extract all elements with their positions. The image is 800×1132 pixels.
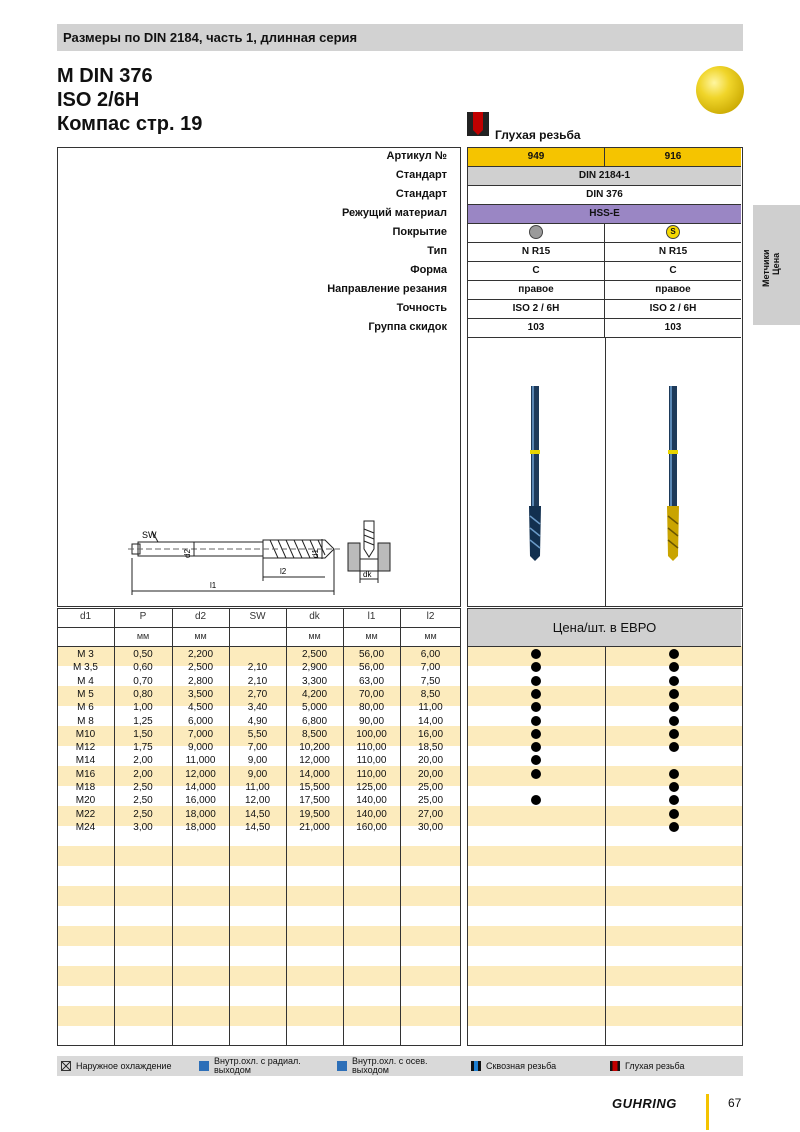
table-cell: 0,70 (133, 675, 153, 687)
property-label: Тип (427, 245, 447, 257)
table-cell: 110,00 (356, 768, 387, 780)
standard-din-2184: DIN 2184-1 (468, 167, 741, 186)
table-cell: M 3 (77, 649, 94, 660)
s-coating-icon: S (666, 225, 680, 239)
availability-dot[interactable] (669, 822, 679, 832)
table-cell: 110,00 (356, 755, 387, 767)
table-cell: 0,60 (133, 662, 153, 674)
table-cell: 2,50 (133, 782, 153, 793)
coating-cell-916 (605, 224, 741, 243)
property-label: Группа скидок (368, 321, 447, 333)
table-cell: 2,00 (133, 768, 153, 780)
table-cell: 9,00 (247, 755, 268, 767)
side-tab-line2: Цена (771, 252, 781, 275)
table-cell: 14,000 (185, 782, 216, 793)
table-cell: 125,00 (356, 782, 387, 793)
table-cell: 25,00 (417, 782, 444, 793)
legend-bar (57, 1056, 743, 1076)
legend-radial-text: Внутр.охл. с радиал. выходом (214, 1056, 301, 1075)
table-cell: 140,00 (356, 795, 387, 807)
direction-949: правое (468, 281, 605, 300)
availability-dot[interactable] (531, 676, 541, 686)
precision-916: ISO 2 / 6H (605, 300, 741, 319)
table-cell: 2,900 (301, 662, 328, 674)
legend-radial-cooling (199, 1056, 324, 1076)
table-cell: 11,000 (185, 755, 216, 767)
table-cell: 7,00 (247, 742, 268, 754)
column-header: l1 (367, 611, 376, 622)
table-cell: 11,00 (245, 782, 270, 793)
table-cell: 20,00 (417, 755, 444, 767)
table-cell: 1,50 (133, 728, 153, 740)
table-cell: 15,500 (299, 782, 330, 793)
table-cell: 2,50 (133, 795, 153, 807)
table-cell: 19,500 (299, 808, 330, 820)
table-cell: M22 (75, 808, 96, 820)
column-header: l2 (426, 611, 435, 622)
table-cell: M24 (75, 821, 96, 833)
table-cell: 1,25 (133, 715, 153, 727)
table-cell: 4,200 (301, 688, 328, 700)
availability-dot[interactable] (669, 649, 679, 659)
table-cell: 2,800 (187, 675, 214, 687)
legend-blind-text: Глухая резьба (625, 1061, 685, 1071)
table-cell: 8,50 (420, 688, 441, 700)
availability-dot[interactable] (531, 729, 541, 739)
table-cell: 14,50 (244, 808, 271, 820)
through-thread-icon (471, 1061, 481, 1071)
legend-blind-thread (610, 1056, 684, 1076)
availability-dot[interactable] (669, 689, 679, 699)
legend-external-cooling (61, 1056, 171, 1076)
availability-dot[interactable] (531, 769, 541, 779)
table-cell: 12,000 (185, 768, 216, 780)
table-cell: 2,500 (301, 649, 328, 660)
table-cell: M16 (75, 768, 96, 780)
table-cell: 56,00 (358, 662, 385, 674)
article-panel (467, 147, 743, 607)
coating-cell-949 (468, 224, 605, 243)
table-cell: 8,500 (301, 728, 328, 740)
column-unit: мм (365, 631, 378, 641)
type-916: N R15 (605, 243, 741, 262)
table-cell: M 5 (77, 688, 94, 700)
external-cooling-icon (61, 1061, 71, 1071)
table-cell: 3,300 (301, 675, 328, 687)
table-cell: 4,90 (247, 715, 268, 727)
column-unit: мм (424, 631, 437, 641)
column-header: dk (309, 611, 320, 622)
compass-reference: Компас стр. 19 (57, 113, 203, 135)
table-cell: 12,000 (299, 755, 330, 767)
table-cell: 100,00 (356, 728, 387, 740)
form-916: C (605, 262, 741, 281)
blind-thread-icon (467, 112, 489, 136)
column-header: SW (249, 611, 266, 622)
tap-drawing (120, 515, 460, 603)
column-unit: мм (136, 631, 150, 641)
legend-through-text: Сквозная резьба (486, 1061, 557, 1071)
property-label: Режущий материал (341, 207, 447, 219)
table-cell: 3,40 (247, 702, 268, 714)
table-cell: 5,50 (247, 728, 268, 740)
side-tab-taps[interactable] (753, 205, 800, 325)
table-cell: 70,00 (358, 688, 385, 700)
property-label: Точность (396, 302, 447, 314)
article-number-916[interactable]: 916 (605, 148, 741, 167)
table-cell: 1,75 (133, 742, 153, 754)
table-cell: 110,00 (356, 742, 387, 754)
axial-cooling-icon (337, 1061, 347, 1071)
table-cell: M18 (75, 782, 96, 793)
table-cell: 16,000 (185, 795, 216, 807)
direction-916: правое (605, 281, 741, 300)
column-unit: мм (194, 631, 207, 641)
property-label: Стандарт (395, 169, 447, 181)
form-949: C (468, 262, 605, 281)
footer-accent-bar (706, 1094, 709, 1130)
property-label: Артикул № (386, 150, 447, 162)
table-cell: 2,10 (247, 675, 268, 687)
precision-949: ISO 2 / 6H (468, 300, 605, 319)
legend-external-text: Наружное охлаждение (76, 1061, 172, 1071)
column-unit: мм (308, 631, 321, 641)
panel-divider (605, 338, 606, 606)
discount-916: 103 (605, 319, 741, 338)
legend-axial-text: Внутр.охл. с осев. выходом (352, 1056, 428, 1075)
table-cell: 12,00 (244, 795, 271, 807)
legend-axial-cooling (337, 1056, 452, 1076)
availability-dot[interactable] (669, 809, 679, 819)
table-cell: 2,500 (187, 662, 214, 674)
header-divider (57, 646, 461, 647)
table-cell: M 6 (77, 702, 94, 714)
availability-dot[interactable] (531, 689, 541, 699)
table-cell: 18,000 (185, 821, 216, 833)
table-cell: 0,80 (133, 688, 153, 700)
table-cell: 80,00 (358, 702, 385, 714)
table-cell: 14,00 (417, 715, 444, 727)
table-cell: 21,000 (299, 821, 330, 833)
table-cell: 7,50 (420, 675, 441, 687)
table-cell: 140,00 (356, 808, 387, 820)
coating-ball-icon (696, 66, 744, 114)
availability-dot[interactable] (669, 716, 679, 726)
cutting-material: HSS-E (468, 205, 741, 224)
dk-dim-label: dk (363, 570, 372, 579)
table-cell: M 3,5 (72, 662, 98, 674)
radial-cooling-icon (199, 1061, 209, 1071)
table-cell: 18,50 (417, 742, 444, 754)
l1-dim-label: l1 (210, 581, 217, 590)
table-cell: 9,00 (247, 768, 268, 780)
property-label: Направление резания (327, 283, 447, 295)
column-header: d2 (194, 611, 207, 622)
table-cell: 2,10 (247, 662, 268, 674)
price-header: Цена/шт. в ЕВРО (468, 609, 741, 647)
table-cell: M 4 (77, 675, 94, 687)
table-cell: 2,200 (187, 649, 214, 660)
property-label: Покрытие (392, 226, 447, 238)
table-cell: 16,00 (417, 728, 444, 740)
thread-type-label: Глухая резьба (495, 128, 581, 142)
table-cell: 2,70 (247, 688, 268, 700)
table-cell: 6,00 (420, 649, 441, 660)
type-949: N R15 (468, 243, 605, 262)
product-standard: ISO 2/6H (57, 89, 140, 111)
table-cell: M14 (75, 755, 96, 767)
sw-dim-label: SW (142, 530, 157, 540)
table-cell: 7,000 (187, 728, 214, 740)
availability-dot[interactable] (669, 729, 679, 739)
table-cell: 56,00 (358, 649, 385, 660)
table-cell: 63,00 (358, 675, 385, 687)
availability-dot[interactable] (531, 649, 541, 659)
legend-through-thread (471, 1056, 556, 1076)
discount-949: 103 (468, 319, 605, 338)
table-cell: 3,00 (133, 821, 153, 833)
column-header: P (139, 611, 147, 622)
table-cell: 11,00 (418, 702, 443, 714)
table-cell: M10 (75, 728, 96, 740)
table-cell: 0,50 (133, 649, 153, 660)
table-cell: M20 (75, 795, 96, 807)
price-column-divider (605, 646, 606, 1046)
product-title: M DIN 376 (57, 65, 153, 87)
table-cell: 17,500 (299, 795, 330, 807)
availability-dot[interactable] (669, 782, 679, 792)
guhring-logo: GUHRING (612, 1096, 677, 1111)
property-label: Стандарт (395, 188, 447, 200)
page-number: 67 (728, 1096, 742, 1110)
table-cell: 6,800 (301, 715, 328, 727)
l2-dim-label: l2 (280, 567, 287, 576)
table-cell: M 8 (77, 715, 94, 727)
availability-dot[interactable] (669, 676, 679, 686)
article-number-949[interactable]: 949 (468, 148, 605, 167)
table-cell: 160,00 (356, 821, 387, 833)
table-cell: 14,50 (244, 821, 271, 833)
availability-dot[interactable] (669, 769, 679, 779)
availability-dot[interactable] (531, 716, 541, 726)
table-cell: 14,000 (299, 768, 330, 780)
table-cell: 5,000 (301, 702, 328, 714)
tap-image-916[interactable] (661, 386, 685, 561)
table-cell: 20,00 (417, 768, 444, 780)
table-cell: 25,00 (417, 795, 444, 807)
table-cell: 30,00 (417, 821, 444, 833)
table-cell: 1,00 (133, 702, 153, 714)
table-cell: 18,000 (185, 808, 216, 820)
table-cell: 2,50 (133, 808, 153, 820)
table-cell: 3,500 (187, 688, 214, 700)
section-title-bar (57, 24, 743, 51)
d2-dim-label: d2 (183, 549, 192, 558)
property-label: Форма (410, 264, 447, 276)
side-tab-line1: Метчики (761, 249, 771, 287)
table-cell: 6,000 (187, 715, 214, 727)
table-cell: 27,00 (417, 808, 444, 820)
table-cell: M12 (75, 742, 96, 754)
table-cell: 2,00 (133, 755, 153, 767)
table-cell: 4,500 (187, 702, 214, 714)
table-cell: 10,200 (299, 742, 330, 754)
standard-din-376: DIN 376 (468, 186, 741, 205)
blind-thread-legend-icon (610, 1061, 620, 1071)
tap-image-949[interactable] (523, 386, 547, 561)
table-cell: 9,000 (187, 742, 214, 754)
table-cell: 90,00 (358, 715, 385, 727)
table-cell: 7,00 (420, 662, 441, 674)
no-coating-icon (529, 225, 543, 239)
d1-dim-label: d1 (311, 549, 320, 558)
section-title: Размеры по DIN 2184, часть 1, длинная серия (63, 30, 358, 45)
column-header: d1 (79, 611, 92, 622)
